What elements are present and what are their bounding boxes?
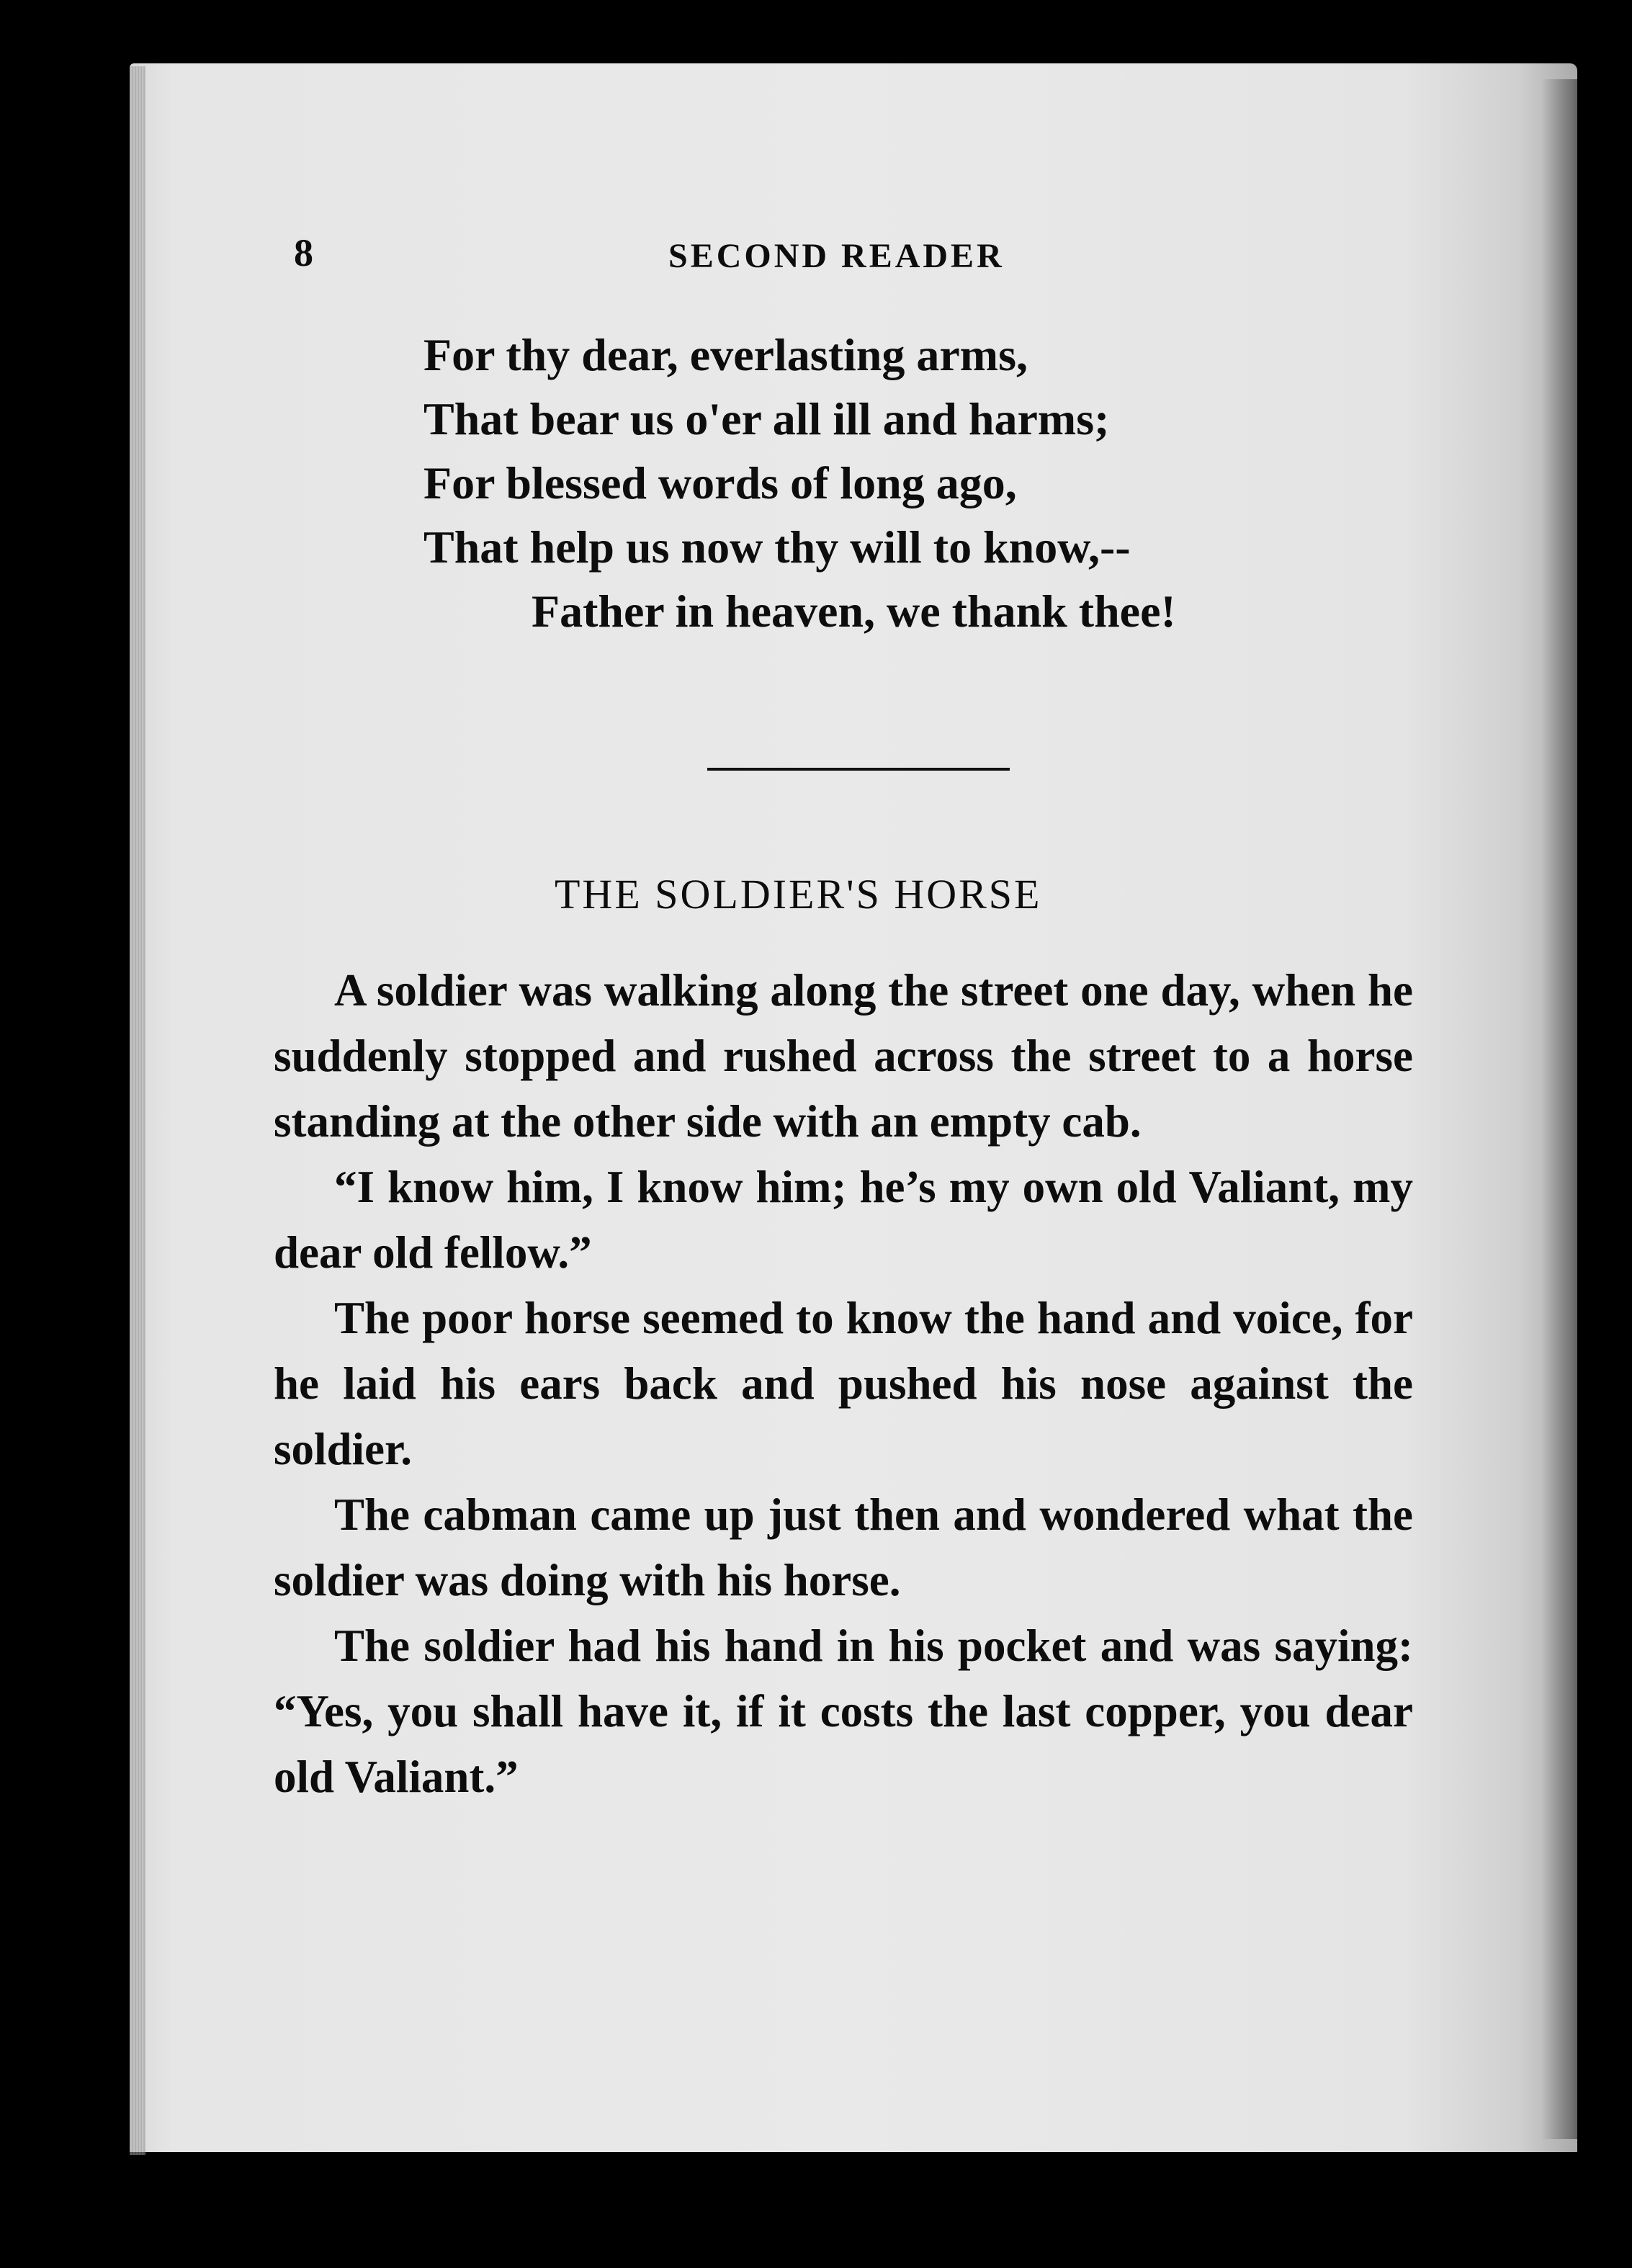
story-paragraph: The soldier had his hand in his pocket and was saying: “Yes, you shall have it, if it costs the last copper, you dear old Valiant.”: [274, 1621, 1413, 1802]
story-paragraph: The cabman came up just then and wondered what the soldier was doing with his horse.: [274, 1489, 1413, 1605]
page-number: 8: [294, 231, 313, 274]
poem-line: For thy dear, everlasting arms,: [423, 329, 1028, 380]
story-paragraph: “I know him, I know him; he’s my own old Valiant, my dear old fellow.”: [274, 1162, 1413, 1278]
poem-line: That help us now thy will to know,--: [423, 521, 1131, 573]
page-binding-edge: [130, 66, 145, 2155]
running-head: SECOND READER: [668, 237, 1005, 275]
poem-refrain-line: Father in heaven, we thank thee!: [532, 586, 1176, 637]
page-header: [294, 230, 1360, 288]
story-paragraph: A soldier was walking along the street one day, when he suddenly stopped and rushed across the street to a horse standing at the other side with an empty cab.: [274, 965, 1413, 1147]
story-body: [274, 958, 1413, 1810]
poem-line: For blessed words of long ago,: [423, 457, 1017, 508]
story-title: THE SOLDIER'S HORSE: [555, 871, 1042, 918]
story-paragraph: The poor horse seemed to know the hand and voice, for he laid his ears back and pushed his nose against the soldier.: [274, 1293, 1413, 1474]
poem-stanza: [423, 323, 1176, 643]
poem-line: That bear us o'er all ill and harms;: [423, 393, 1110, 444]
section-divider: [707, 768, 1010, 771]
page-shadow: [1541, 79, 1599, 2139]
